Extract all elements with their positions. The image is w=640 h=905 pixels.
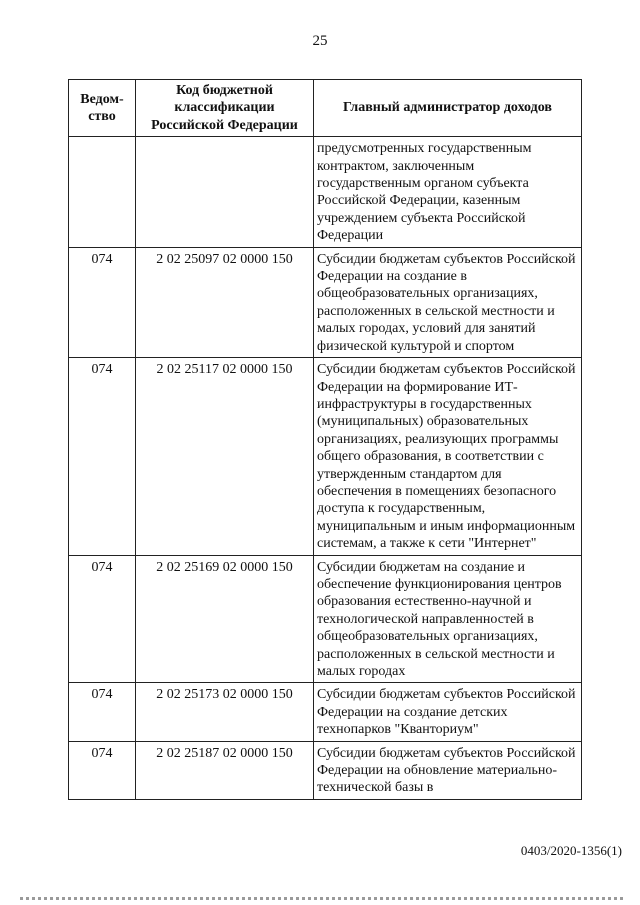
agency-cell: 074 bbox=[69, 683, 136, 741]
header-agency: Ведом-ство bbox=[69, 80, 136, 137]
table-row bbox=[69, 741, 582, 799]
agency-cell: 074 bbox=[69, 358, 136, 555]
page-number: 25 bbox=[312, 33, 328, 49]
table-row bbox=[69, 555, 582, 683]
code-cell: 2 02 25117 02 0000 150 bbox=[136, 358, 314, 555]
agency-cell: 074 bbox=[69, 555, 136, 683]
agency-cell bbox=[69, 137, 136, 247]
administrator-cell: Субсидии бюджетам на создание и обеспечение функционирования центров образования естественно-научной и технологической направленностей в общеобразовательных организациях, расположенных в сельской местности и малых городах bbox=[314, 555, 582, 683]
code-cell bbox=[136, 137, 314, 247]
code-cell: 2 02 25169 02 0000 150 bbox=[136, 555, 314, 683]
table-row bbox=[69, 137, 582, 247]
table-row bbox=[69, 683, 582, 741]
administrator-cell: Субсидии бюджетам субъектов Российской Федерации на создание детских технопарков "Кванториум" bbox=[314, 683, 582, 741]
administrator-cell: Субсидии бюджетам субъектов Российской Федерации на формирование ИТ-инфраструктуры в государственных (муниципальных) образовательных организациях, реализующих программы общего образования, в соответствии с утвержденным стандартом для обеспечения в помещениях безопасного доступа к государственным, муниципальным и иным информационным системам, а также к сети "Интернет" bbox=[314, 358, 582, 555]
administrator-cell: Субсидии бюджетам субъектов Российской Федерации на создание в общеобразовательных организациях, расположенных в сельской местности и малых городах, условий для занятий физической культурой и спортом bbox=[314, 247, 582, 357]
table-header-row bbox=[69, 80, 582, 137]
table-row bbox=[69, 247, 582, 357]
agency-cell: 074 bbox=[69, 741, 136, 799]
administrator-cell: предусмотренных государственным контрактом, заключенным государственным органом субъекта Российской Федерации, казенным учреждением субъекта Российской Федерации bbox=[314, 137, 582, 247]
code-cell: 2 02 25187 02 0000 150 bbox=[136, 741, 314, 799]
code-cell: 2 02 25173 02 0000 150 bbox=[136, 683, 314, 741]
table-row bbox=[69, 358, 582, 555]
budget-classification-table bbox=[68, 79, 582, 800]
header-budget-code: Код бюджетной классификации Российской Федерации bbox=[136, 80, 314, 137]
agency-cell: 074 bbox=[69, 247, 136, 357]
administrator-cell: Субсидии бюджетам субъектов Российской Федерации на обновление материально-технической базы в bbox=[314, 741, 582, 799]
header-administrator: Главный администратор доходов bbox=[314, 80, 582, 137]
document-registration-code: 0403/2020-1356(1) bbox=[520, 843, 622, 858]
code-cell: 2 02 25097 02 0000 150 bbox=[136, 247, 314, 357]
scan-edge-artifact bbox=[20, 897, 624, 900]
